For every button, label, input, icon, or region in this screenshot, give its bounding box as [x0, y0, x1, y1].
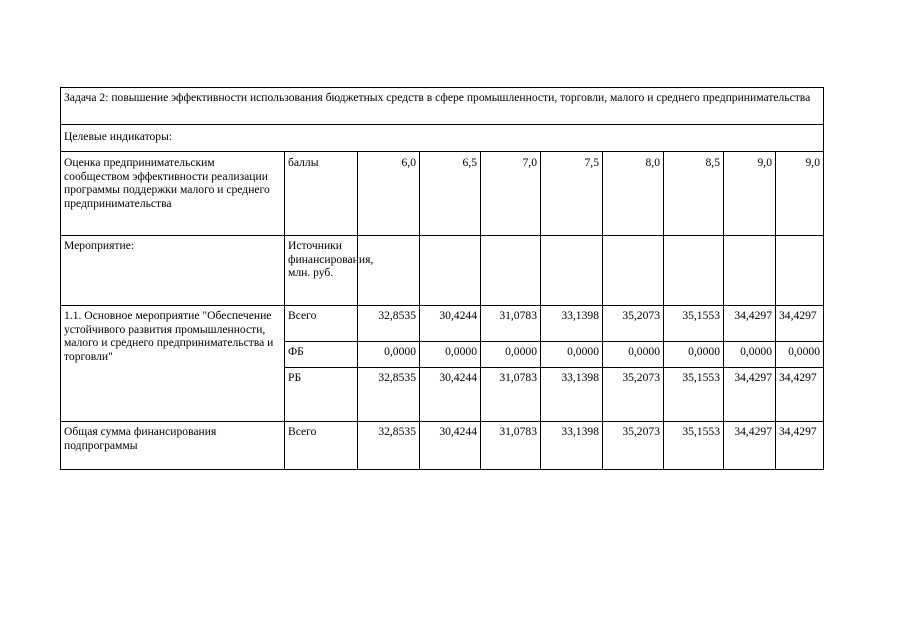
amount-cell: 0,0000 — [603, 342, 664, 368]
task-title: Задача 2: повышение эффективности использования бюджетных средств в сфере промышленности, торговли, малого и среднего предпринимательства — [61, 88, 824, 125]
total-name: Общая сумма финансирования подпрограммы — [61, 422, 285, 470]
subprogram-table — [60, 87, 824, 470]
amount-cell: 30,4244 — [420, 306, 481, 342]
indicator-value: 8,5 — [664, 152, 724, 236]
amount-cell: 0,0000 — [420, 342, 481, 368]
amount-cell: 33,1398 — [541, 306, 603, 342]
amount-cell: 30,4244 — [420, 422, 481, 470]
source-label: ФБ — [285, 342, 358, 368]
amount-cell: 34,4297 — [776, 368, 824, 422]
empty-cell — [541, 236, 603, 306]
amount-cell: 31,0783 — [481, 306, 541, 342]
indicator-unit: баллы — [285, 152, 358, 236]
amount-cell: 34,4297 — [724, 422, 776, 470]
amount-cell: 33,1398 — [541, 422, 603, 470]
amount-cell: 35,2073 — [603, 422, 664, 470]
indicator-value: 6,5 — [420, 152, 481, 236]
amount-cell: 30,4244 — [420, 368, 481, 422]
amount-cell: 35,2073 — [603, 368, 664, 422]
amount-cell: 0,0000 — [776, 342, 824, 368]
amount-cell: 32,8535 — [358, 306, 420, 342]
source-label: РБ — [285, 368, 358, 422]
amount-cell: 34,4297 — [776, 422, 824, 470]
empty-cell — [358, 236, 420, 306]
measure-row-total — [61, 306, 824, 342]
indicator-name: Оценка предпринимательским сообществом эффективности реализации программы поддержки малого и среднего предпринимательства — [61, 152, 285, 236]
empty-cell — [481, 236, 541, 306]
indicator-value: 7,0 — [481, 152, 541, 236]
amount-cell: 35,1553 — [664, 368, 724, 422]
indicator-value: 8,0 — [603, 152, 664, 236]
sources-label: Источники финансирования, млн. руб. — [285, 236, 358, 306]
amount-cell: 31,0783 — [481, 422, 541, 470]
indicators-header: Целевые индикаторы: — [61, 125, 824, 152]
source-label: Всего — [285, 422, 358, 470]
empty-cell — [420, 236, 481, 306]
empty-cell — [776, 236, 824, 306]
measure-header-row — [61, 236, 824, 306]
empty-cell — [724, 236, 776, 306]
amount-cell: 33,1398 — [541, 368, 603, 422]
amount-cell: 32,8535 — [358, 368, 420, 422]
amount-cell: 34,4297 — [776, 306, 824, 342]
amount-cell: 0,0000 — [541, 342, 603, 368]
source-label: Всего — [285, 306, 358, 342]
empty-cell — [664, 236, 724, 306]
amount-cell: 0,0000 — [481, 342, 541, 368]
indicators-header-row — [61, 125, 824, 152]
measure-label: Мероприятие: — [61, 236, 285, 306]
total-row — [61, 422, 824, 470]
task-row — [61, 88, 824, 125]
amount-cell: 0,0000 — [358, 342, 420, 368]
amount-cell: 31,0783 — [481, 368, 541, 422]
empty-cell — [603, 236, 664, 306]
amount-cell: 35,1553 — [664, 422, 724, 470]
indicator-value: 9,0 — [724, 152, 776, 236]
indicator-value: 9,0 — [776, 152, 824, 236]
indicator-value: 7,5 — [541, 152, 603, 236]
amount-cell: 0,0000 — [724, 342, 776, 368]
amount-cell: 0,0000 — [664, 342, 724, 368]
amount-cell: 35,2073 — [603, 306, 664, 342]
main-measure-name: 1.1. Основное мероприятие "Обеспечение устойчивого развития промышленности, малого и среднего предпринимательства и торговли" — [61, 306, 285, 422]
amount-cell: 32,8535 — [358, 422, 420, 470]
amount-cell: 34,4297 — [724, 368, 776, 422]
amount-cell: 35,1553 — [664, 306, 724, 342]
amount-cell: 34,4297 — [724, 306, 776, 342]
indicator-row — [61, 152, 824, 236]
indicator-value: 6,0 — [358, 152, 420, 236]
